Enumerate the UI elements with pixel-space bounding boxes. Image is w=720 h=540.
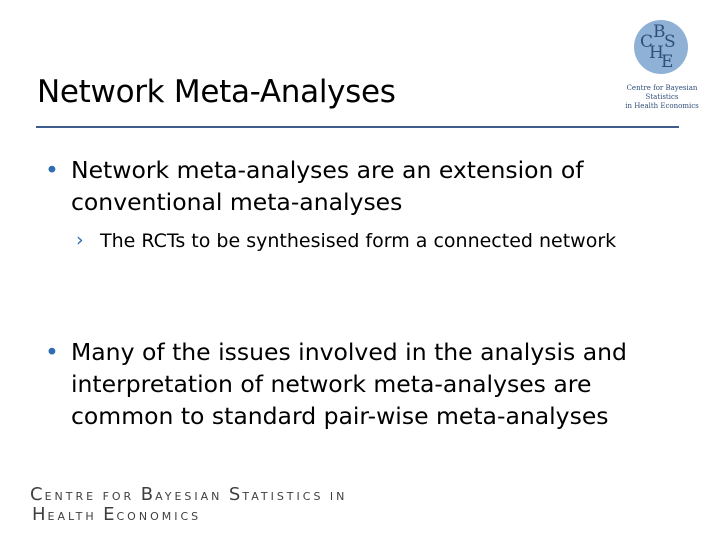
footer-initial-h: H	[32, 504, 48, 525]
logo-letter-e: E	[661, 52, 674, 72]
footer-text-e: CONOMICS	[116, 510, 202, 523]
logo-letter-h: H	[649, 43, 664, 63]
logo-caption-line1: Centre for Bayesian Statistics	[626, 84, 698, 101]
footer-initial-s: S	[228, 484, 243, 505]
footer-initial-c: C	[30, 484, 45, 505]
bullet-1	[45, 154, 691, 218]
footer-text-c: ENTRE FOR	[44, 490, 141, 503]
footer-initial-b: B	[140, 484, 156, 505]
logo-caption	[617, 84, 707, 111]
sub-bullet-1	[76, 227, 660, 255]
footer-line-2	[32, 506, 347, 526]
logo-caption-line2: in Health Economics	[625, 102, 699, 110]
bullet-1-text: Network meta-analyses are an extension of conventional meta-analyses	[71, 156, 584, 216]
footer-text-h: EALTH	[47, 510, 104, 523]
logo-letter-s: S	[664, 32, 676, 52]
footer-text-s: TATISTICS IN	[242, 490, 348, 503]
title-divider	[36, 126, 679, 128]
bullet-2-text: Many of the issues involved in the analysis and interpretation of network meta-analyses are common to standard pair-wise meta-analyses	[71, 338, 627, 430]
chevron-right-icon: ›	[76, 229, 84, 251]
slide-title: Network Meta-Analyses	[37, 74, 396, 110]
footer-initial-e: E	[103, 504, 117, 525]
cbshe-logo	[634, 20, 688, 74]
footer-text-b: AYESIAN	[155, 490, 229, 503]
logo-letter-b: B	[653, 22, 666, 42]
sub-bullet-1-text: The RCTs to be synthesised form a connected network	[100, 230, 617, 252]
bullet-2	[45, 336, 691, 432]
bullet-dot: •	[45, 156, 59, 184]
footer-line-1	[30, 486, 347, 506]
footer-wordmark	[30, 486, 347, 526]
bullet-dot: •	[45, 338, 59, 366]
logo-letter-c: C	[640, 32, 654, 52]
